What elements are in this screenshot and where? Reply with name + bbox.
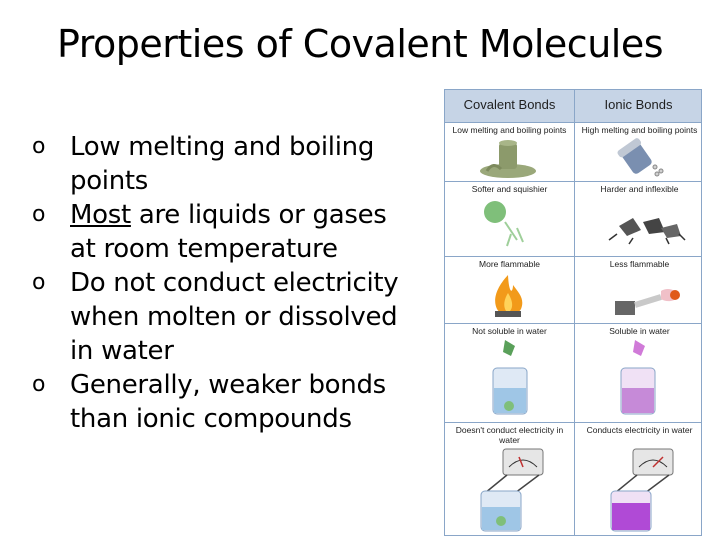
table-row [445, 423, 701, 535]
bullet-marker: o [32, 372, 46, 397]
table-row [445, 257, 701, 324]
bullet-marker: o [32, 202, 46, 227]
bunsen-burner-icon [605, 271, 685, 319]
bullet-text: Low melting and boiling points [70, 132, 375, 196]
cell-covalent: Not soluble in water [472, 326, 547, 336]
cell-ionic: Less flammable [609, 259, 670, 269]
cell-ionic: Conducts electricity in water [586, 425, 693, 435]
header-ionic: Ionic Bonds [604, 97, 673, 112]
table-row [445, 123, 701, 182]
table-header [445, 90, 701, 123]
cell-covalent: Doesn't conduct electricity in water [455, 425, 564, 445]
ammeter-beaker-icon [587, 447, 697, 533]
bullet-item [30, 266, 410, 368]
cell-covalent: More flammable [479, 259, 540, 269]
bullet-marker: o [32, 134, 46, 159]
bullet-marker: o [32, 270, 46, 295]
bullet-underlined-word: Most [70, 200, 131, 230]
bouncing-ball-icon [477, 198, 543, 250]
cell-covalent: Low melting and boiling points [452, 125, 567, 135]
comparison-table [444, 89, 702, 536]
bullet-text: Generally, weaker bonds than ionic compounds [70, 370, 386, 434]
melted-wax-icon [473, 137, 543, 179]
salt-shaker-icon [607, 137, 677, 179]
bullet-item [30, 198, 410, 266]
bullet-item [30, 130, 410, 198]
cell-ionic: Harder and inflexible [600, 184, 679, 194]
cell-ionic: High melting and boiling points [581, 125, 698, 135]
table-row [445, 182, 701, 257]
slide-title: Properties of Covalent Molecules [56, 22, 664, 66]
table-row [445, 324, 701, 423]
bullet-item [30, 368, 410, 436]
ammeter-beaker-icon [457, 447, 567, 533]
flame-icon [483, 271, 533, 319]
bullet-list [30, 130, 410, 436]
header-covalent: Covalent Bonds [463, 97, 556, 112]
cell-ionic: Soluble in water [609, 326, 670, 336]
beaker-soluble-icon [613, 338, 663, 418]
shattered-crystal-icon [599, 200, 695, 252]
beaker-insoluble-icon [485, 338, 535, 418]
bullet-text: Do not conduct electricity when molten or dissolved in water [70, 268, 399, 366]
cell-covalent: Softer and squishier [471, 184, 548, 194]
bullet-text: are liquids or gases at room temperature [70, 200, 387, 264]
